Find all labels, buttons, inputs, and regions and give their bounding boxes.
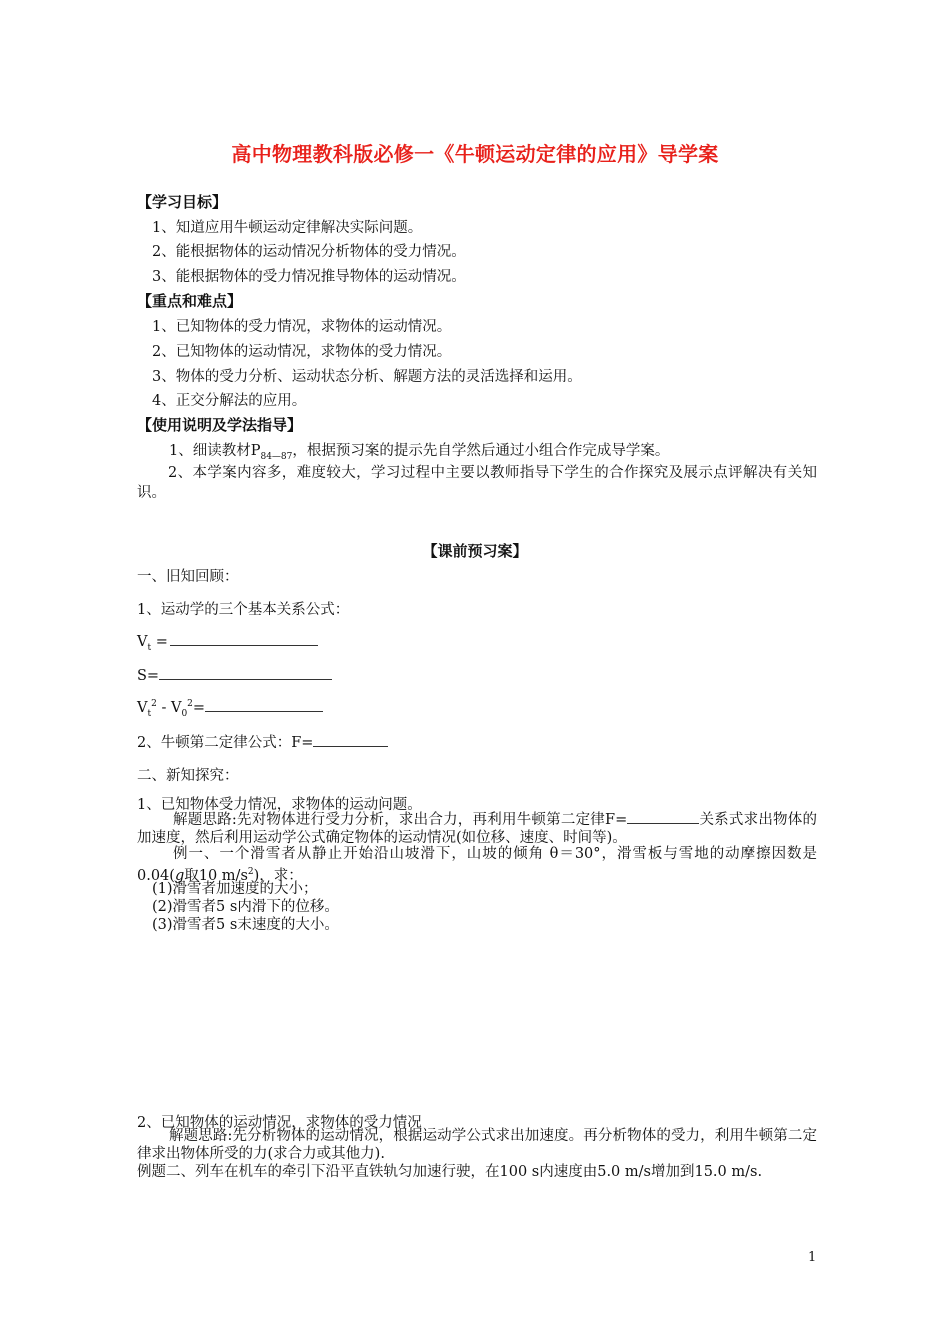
formula-text: V — [137, 700, 148, 716]
keypoint-item: 3、物体的受力分析、运动状态分析、解题方法的灵活选择和运用。 — [152, 369, 582, 385]
keypoints-heading: 【重点和难点】 — [137, 292, 243, 310]
subscript: t — [147, 708, 152, 719]
subscript: t — [147, 642, 152, 653]
example-1-subquestion: (3)滑雪者5 s末速度的大小。 — [152, 917, 339, 933]
example-1-subquestion: (2)滑雪者5 s内滑下的位移。 — [152, 899, 339, 915]
answer-blank[interactable] — [205, 697, 323, 712]
section-2-title: 2、已知物体的运动情况，求物体的受力情况 — [137, 1115, 422, 1131]
answer-blank[interactable] — [313, 732, 388, 747]
formula-displacement — [137, 665, 332, 684]
instructions-heading: 【使用说明及学法指导】 — [137, 416, 303, 434]
formula-text: = — [192, 700, 206, 716]
formula-velocity-square — [137, 697, 323, 719]
formula-text: = — [151, 634, 168, 650]
question-text: 2、牛顿第二定律公式：F= — [137, 735, 314, 751]
formula-velocity — [137, 631, 318, 653]
question-2 — [137, 731, 388, 752]
answer-blank[interactable] — [170, 631, 318, 646]
page-number: 1 — [808, 1250, 817, 1265]
answer-blank[interactable] — [159, 665, 332, 680]
formula-text: S= — [137, 668, 160, 684]
page-range: 84—87 — [260, 451, 293, 462]
keypoint-item: 4、正交分解法的应用。 — [152, 393, 307, 409]
goal-item: 2、能根据物体的运动情况分析物体的受力情况。 — [152, 244, 466, 260]
section-1-title: 1、已知物体受力情况，求物体的运动问题。 — [137, 797, 422, 813]
idea-text: 解题思路:先对物体进行受力分析，求出合力，再利用牛顿第二定律F= — [173, 812, 628, 828]
example-1-subquestion: (1)滑雪者加速度的大小； — [152, 881, 318, 897]
instruction-text: ，根据预习案的提示先自学然后通过小组合作完成导学案。 — [292, 443, 670, 459]
keypoint-item: 1、已知物体的受力情况，求物体的运动情况。 — [152, 319, 452, 335]
goals-heading: 【学习目标】 — [137, 193, 228, 211]
answer-blank[interactable] — [627, 809, 699, 824]
superscript: 2 — [187, 699, 193, 710]
question-1: 1、运动学的三个基本关系公式： — [137, 602, 350, 618]
example-text: )，求： — [253, 867, 303, 884]
section-2-idea: 解题思路:先分析物体的运动情况，根据运动学公式求出加速度。再分析物体的受力，利用牛顿第二定律求出物体所受的力(求合力或其他力). — [137, 1128, 817, 1162]
instruction-text: 1、细读教材P — [169, 443, 261, 459]
page-title: 高中物理教科版必修一《牛顿运动定律的应用》导学案 — [231, 142, 719, 166]
example-2: 例题二、列车在机车的牵引下沿平直铁轨匀加速行驶，在100 s内速度由5.0 m/s增加到15.0 m/s. — [137, 1164, 763, 1180]
goal-item: 3、能根据物体的受力情况推导物体的运动情况。 — [152, 269, 466, 285]
formula-text: V — [137, 634, 148, 650]
example-text: 取10 m/s — [184, 867, 248, 884]
review-title: 一、旧知回顾： — [137, 569, 239, 585]
superscript: 2 — [247, 867, 254, 877]
section-1-idea — [137, 809, 817, 847]
instruction-item-1 — [169, 439, 669, 462]
preview-heading: 【课前预习案】 — [422, 542, 528, 560]
superscript: 2 — [151, 699, 157, 710]
instruction-item-2: 2、本学案内容多，难度较大，学习过程中主要以教师指导下学生的合作探究及展示点评解决有关知识。 — [137, 465, 817, 501]
example-text: 例一、一个滑雪者从静止开始沿山坡滑下，山坡的倾角 θ＝30°，滑雪板与雪地的动摩擦因数是0.04( — [137, 846, 817, 884]
keypoint-item: 2、已知物体的运动情况，求物体的受力情况。 — [152, 344, 452, 360]
idea-text: 关系式求出物体的加速度，然后利用运动学公式确定物体的运动情况(如位移、速度、时间等)。 — [137, 812, 818, 846]
subscript: 0 — [181, 708, 188, 719]
new-knowledge-title: 二、新知探究： — [137, 768, 239, 784]
example-text: g — [174, 867, 185, 884]
formula-text: - V — [156, 700, 182, 716]
goal-item: 1、知道应用牛顿运动定律解决实际问题。 — [152, 220, 423, 236]
